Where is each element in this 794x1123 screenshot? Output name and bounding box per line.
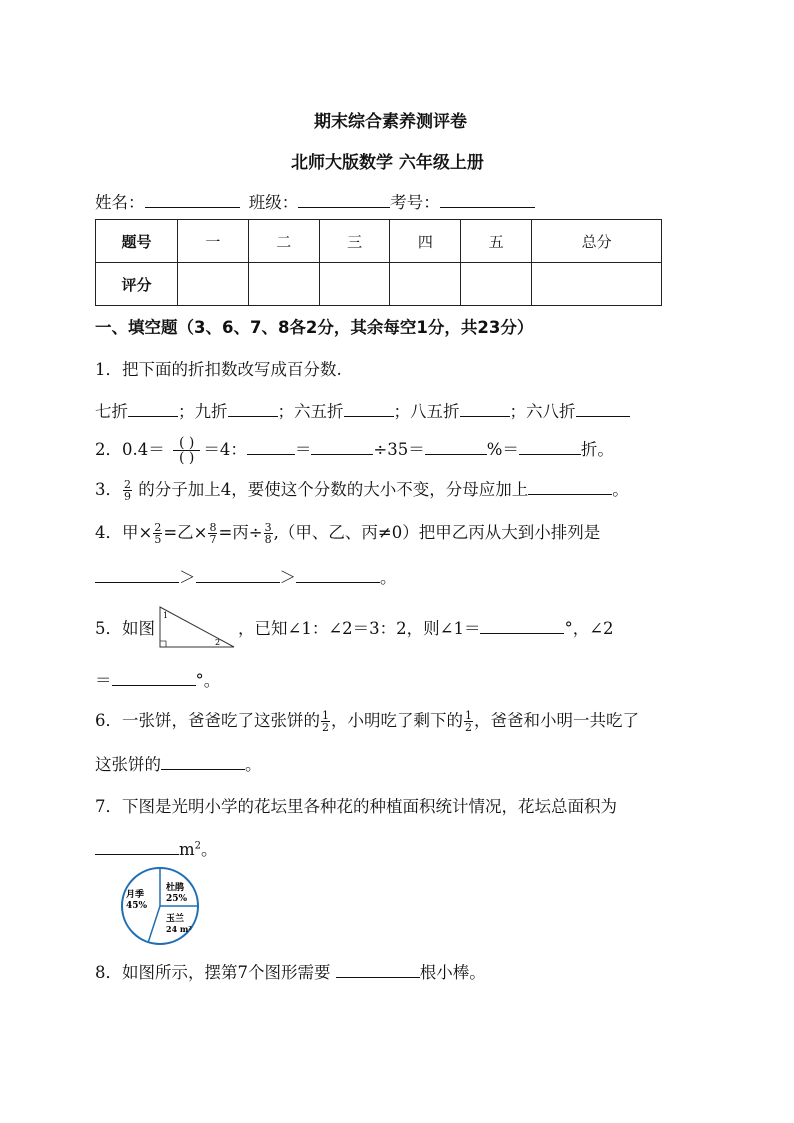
q6-part: 这张饼的 bbox=[95, 755, 161, 774]
q1-prompt: 把下面的折扣数改写成百分数. bbox=[122, 360, 342, 379]
score-input-cell[interactable] bbox=[390, 263, 461, 306]
slice-label-yueji: 月季 bbox=[126, 890, 145, 900]
q1-sep: ； bbox=[509, 402, 526, 421]
angle-1-label: 1 bbox=[163, 611, 169, 620]
q5-prompt: ，已知∠1：∠2＝3：2，则∠1＝ bbox=[238, 619, 481, 638]
q2-frac-den: ( ) bbox=[179, 450, 195, 466]
q6-part: 一张饼，爸爸吃了这张饼的 bbox=[122, 711, 320, 730]
answer-blank[interactable] bbox=[196, 581, 280, 583]
section1-heading: 一、填空题（3、6、7、8各2分，其余每空1分，共23分） bbox=[95, 318, 534, 337]
q2-part: ＝4： bbox=[203, 440, 247, 459]
answer-blank[interactable] bbox=[95, 581, 179, 583]
q1-item: 六五折 bbox=[294, 402, 344, 421]
student-info bbox=[95, 189, 535, 213]
frac-den: 2 bbox=[465, 721, 472, 734]
q4-part: 甲× bbox=[122, 523, 153, 542]
q3-fraction bbox=[123, 479, 132, 502]
q4-text bbox=[95, 519, 600, 545]
q4-part: =乙× bbox=[163, 523, 208, 542]
page-title: 期末综合素养测评卷 bbox=[314, 112, 467, 132]
slice-label-yulan: 玉兰 bbox=[166, 914, 185, 924]
answer-blank[interactable] bbox=[480, 632, 564, 634]
q6-line2 bbox=[95, 751, 262, 775]
frac-num: 3 bbox=[264, 521, 272, 534]
slice-value-yulan: 24 m² bbox=[166, 924, 192, 934]
answer-blank[interactable] bbox=[519, 453, 581, 455]
q5-number: 5． bbox=[95, 619, 122, 638]
q4-fraction bbox=[153, 522, 162, 545]
q8-end: 根小棒。 bbox=[419, 963, 486, 982]
answer-blank[interactable] bbox=[528, 493, 612, 495]
q4-answers bbox=[95, 564, 397, 588]
q4-part: =丙÷ bbox=[218, 523, 263, 542]
q2-text bbox=[95, 436, 614, 465]
q2-lead: 0.4＝ bbox=[122, 440, 165, 459]
score-table-cell: 三 bbox=[319, 220, 390, 263]
q1-sep: ； bbox=[178, 402, 195, 421]
score-input-cell[interactable] bbox=[248, 263, 319, 306]
q5-deg: °，∠2 bbox=[564, 619, 614, 638]
q6-part: ，爸爸和小明一共吃了 bbox=[474, 711, 639, 730]
score-table-cell: 一 bbox=[178, 220, 249, 263]
q4-fraction bbox=[208, 522, 217, 545]
q3-prompt: 的分子加上4，要使这个分数的大小不变，分母应加上 bbox=[138, 480, 529, 499]
q4-gt: ＞ bbox=[279, 568, 296, 587]
q4-number: 4． bbox=[95, 523, 122, 542]
answer-blank[interactable] bbox=[128, 415, 178, 417]
q7-unit: m bbox=[179, 840, 195, 859]
frac-den: 8 bbox=[264, 533, 272, 546]
q6-fraction bbox=[464, 710, 473, 733]
q1-item: 九折 bbox=[194, 402, 228, 421]
q7-line2 bbox=[95, 836, 218, 860]
frac-num: 2 bbox=[154, 521, 162, 534]
answer-blank[interactable] bbox=[161, 768, 245, 770]
q6-fraction bbox=[321, 710, 330, 733]
q1-item: 六八折 bbox=[526, 402, 576, 421]
q4-gt: ＞ bbox=[179, 568, 196, 587]
answer-blank[interactable] bbox=[425, 453, 487, 455]
answer-blank[interactable] bbox=[112, 684, 196, 686]
q8-prompt: 如图所示，摆第7个图形需要 bbox=[122, 963, 331, 982]
q5-text bbox=[95, 615, 155, 639]
answer-blank[interactable] bbox=[576, 415, 630, 417]
class-field[interactable] bbox=[298, 206, 390, 208]
score-table-cell: 五 bbox=[461, 220, 532, 263]
q7-number: 7． bbox=[95, 797, 122, 816]
q7-prompt: 下图是光明小学的花坛里各种花的种植面积统计情况，花坛总面积为 bbox=[122, 797, 617, 816]
exam-no-field[interactable] bbox=[440, 206, 535, 208]
q3-end: 。 bbox=[612, 480, 629, 499]
score-row-label: 评分 bbox=[96, 263, 178, 306]
answer-blank[interactable] bbox=[460, 415, 510, 417]
q6-part: ，小明吃了剩下的 bbox=[331, 711, 463, 730]
q2-part: ÷35＝ bbox=[373, 440, 425, 459]
score-input-cell[interactable] bbox=[461, 263, 532, 306]
q2-frac-num: ( ) bbox=[173, 436, 200, 451]
q1-number: 1． bbox=[95, 360, 122, 379]
score-input-cell[interactable] bbox=[532, 263, 662, 306]
answer-blank[interactable] bbox=[344, 415, 394, 417]
q2-number: 2． bbox=[95, 440, 122, 459]
angle-2-label: 2 bbox=[215, 638, 221, 647]
page-subtitle: 北师大版数学 六年级上册 bbox=[291, 153, 484, 173]
flower-area-pie-chart bbox=[118, 866, 204, 946]
q2-part: %＝ bbox=[486, 440, 519, 459]
score-table-cell: 四 bbox=[390, 220, 461, 263]
q6-text bbox=[95, 707, 639, 733]
score-table-cell: 题号 bbox=[96, 220, 178, 263]
answer-blank[interactable] bbox=[95, 853, 179, 855]
class-label: 班级： bbox=[248, 193, 299, 212]
q5-end: °。 bbox=[195, 671, 221, 690]
frac-den: 9 bbox=[124, 490, 131, 503]
q5-line2 bbox=[95, 667, 220, 691]
right-triangle-figure bbox=[158, 605, 236, 650]
slice-value-yueji: 45% bbox=[126, 901, 148, 911]
frac-num: 1 bbox=[322, 709, 329, 722]
q2-fraction bbox=[173, 436, 200, 465]
frac-num: 8 bbox=[209, 521, 217, 534]
frac-den: 2 bbox=[322, 721, 329, 734]
answer-blank[interactable] bbox=[311, 453, 373, 455]
exam-no-label: 考号： bbox=[390, 193, 440, 212]
q1-answers bbox=[95, 398, 630, 422]
q5-lead: 如图 bbox=[122, 619, 155, 638]
q1-text bbox=[95, 356, 342, 380]
score-input-cell[interactable] bbox=[178, 263, 249, 306]
q5-eq: ＝ bbox=[95, 671, 112, 690]
q6-number: 6． bbox=[95, 711, 122, 730]
score-table bbox=[95, 219, 662, 306]
q7-unit-sup: 2 bbox=[194, 840, 202, 852]
q4-prompt: ,（甲、乙、丙≠0）把甲乙丙从大到小排列是 bbox=[273, 523, 601, 542]
q1-item: 八五折 bbox=[410, 402, 460, 421]
answer-blank[interactable] bbox=[247, 453, 295, 455]
q7-text bbox=[95, 793, 617, 817]
q1-sep: ； bbox=[277, 402, 294, 421]
answer-blank[interactable] bbox=[296, 581, 380, 583]
q2-part: ＝ bbox=[294, 440, 312, 459]
q3-number: 3． bbox=[95, 480, 122, 499]
score-table-cell: 二 bbox=[248, 220, 319, 263]
q4-end: 。 bbox=[380, 568, 397, 587]
frac-num: 1 bbox=[465, 709, 472, 722]
q1-item: 七折 bbox=[95, 402, 128, 421]
slice-value-dujuan: 25% bbox=[166, 894, 188, 904]
score-table-cell: 总分 bbox=[532, 220, 662, 263]
q4-fraction bbox=[264, 522, 273, 545]
slice-label-dujuan: 杜鹃 bbox=[166, 883, 185, 893]
score-input-cell[interactable] bbox=[319, 263, 390, 306]
name-field[interactable] bbox=[145, 206, 240, 208]
q8-number: 8． bbox=[95, 963, 122, 982]
q5-text-rest bbox=[238, 615, 614, 639]
q7-end: 。 bbox=[201, 840, 218, 859]
frac-den: 7 bbox=[209, 533, 217, 546]
score-table-header-row bbox=[96, 220, 662, 263]
name-label: 姓名： bbox=[95, 193, 145, 212]
q8-text bbox=[95, 959, 486, 983]
score-table-score-row bbox=[96, 263, 662, 306]
frac-num: 2 bbox=[124, 478, 131, 491]
q6-end: 。 bbox=[245, 755, 262, 774]
frac-den: 5 bbox=[154, 533, 162, 546]
q3-text bbox=[95, 476, 629, 502]
answer-blank[interactable] bbox=[336, 976, 420, 978]
q1-sep: ； bbox=[393, 402, 410, 421]
answer-blank[interactable] bbox=[228, 415, 278, 417]
q2-part: 折。 bbox=[580, 440, 614, 459]
